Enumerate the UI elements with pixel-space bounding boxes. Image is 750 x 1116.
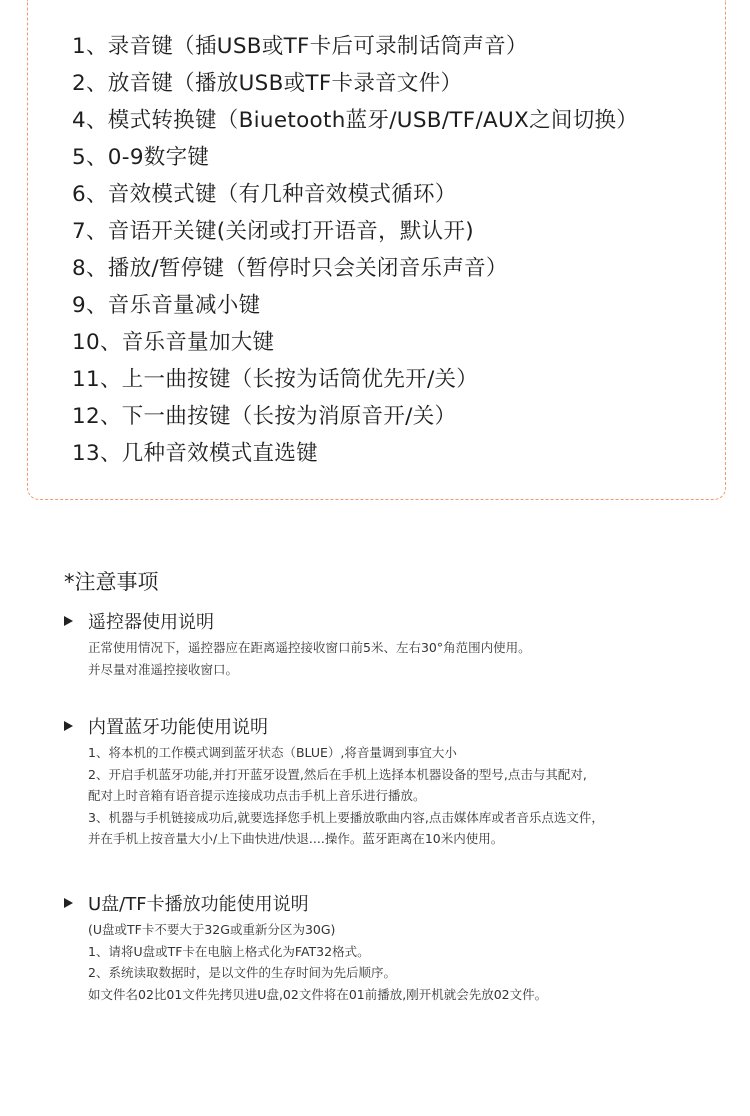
key-item-play-pause: 8、播放/暂停键（暂停时只会关闭音乐声音） [72, 256, 508, 281]
usb-tf-usage-line: 2、系统读取数据时，是以文件的生存时间为先后顺序。 [88, 965, 396, 980]
usb-tf-usage-header [64, 889, 547, 917]
bluetooth-usage-title: 内置蓝牙功能使用说明 [88, 717, 268, 738]
bluetooth-usage-line: 1、将本机的工作模式调到蓝牙状态（BLUE）,将音量调到事宜大小 [88, 745, 457, 760]
bluetooth-usage-body [88, 742, 604, 850]
bluetooth-usage-section [64, 712, 604, 850]
key-item-playback: 2、放音键（播放USB或TF卡录音文件） [72, 71, 463, 96]
usb-tf-usage-body [88, 919, 547, 1005]
triangle-bullet-icon [64, 898, 73, 908]
remote-usage-section [64, 607, 531, 680]
remote-usage-line: 并尽量对准遥控接收窗口。 [88, 661, 239, 677]
remote-key-list [72, 28, 638, 472]
key-item-previous-track: 11、上一曲按键（长按为话筒优先开/关） [72, 367, 479, 392]
remote-usage-title: 遥控器使用说明 [88, 612, 214, 633]
key-item-volume-up: 10、音乐音量加大键 [72, 330, 275, 355]
bluetooth-usage-line: 配对上时音箱有语音提示连接成功点击手机上音乐进行播放。 [88, 788, 426, 803]
key-item-mode-switch: 4、模式转换键（Biuetooth蓝牙/USB/TF/AUX之间切换） [72, 108, 639, 133]
key-item-sound-effect: 6、音效模式键（有几种音效模式循环） [72, 182, 457, 207]
bluetooth-usage-header [64, 712, 604, 740]
triangle-bullet-icon [64, 721, 73, 731]
remote-usage-line: 正常使用情况下，遥控器应在距离遥控接收窗口前5米、左右30°角范围内使用。 [88, 640, 531, 655]
key-item-voice-switch: 7、音语开关键(关闭或打开语音，默认开) [72, 219, 474, 244]
key-item-next-track: 12、下一曲按键（长按为消原音开/关） [72, 404, 457, 429]
bluetooth-usage-line: 并在手机上按音量大小/上下曲快进/快退....操作。蓝牙距离在10米内使用。 [88, 831, 504, 846]
bluetooth-usage-line: 3、机器与手机链接成功后,就要选择您手机上要播放歌曲内容,点击媒体库或者音乐点选文件， [88, 809, 604, 825]
remote-usage-body [88, 637, 531, 680]
usb-tf-usage-line: 1、请将U盘或TF卡在电脑上格式化为FAT32格式。 [88, 943, 370, 959]
usb-tf-usage-section [64, 889, 547, 1005]
notes-heading: *注意事项 [64, 570, 159, 594]
key-item-effect-direct-select: 13、几种音效模式直选键 [72, 441, 318, 466]
key-item-record: 1、录音键（插USB或TF卡后可录制话筒声音） [72, 34, 528, 59]
usb-tf-usage-line: 如文件名02比01文件先拷贝进U盘,02文件将在01前播放,刚开机就会先放02文件。 [88, 986, 548, 1002]
usb-tf-usage-line: (U盘或TF卡不要大于32G或重新分区为30G) [88, 922, 336, 937]
remote-usage-header [64, 607, 531, 635]
triangle-bullet-icon [64, 616, 73, 626]
usb-tf-usage-title: U盘/TF卡播放功能使用说明 [88, 894, 309, 915]
bluetooth-usage-line: 2、开启手机蓝牙功能,并打开蓝牙设置,然后在手机上选择本机器设备的型号,点击与其配对, [88, 766, 587, 782]
key-item-volume-down: 9、音乐音量减小键 [72, 293, 261, 318]
key-item-number-keys: 5、0-9数字键 [72, 145, 210, 170]
